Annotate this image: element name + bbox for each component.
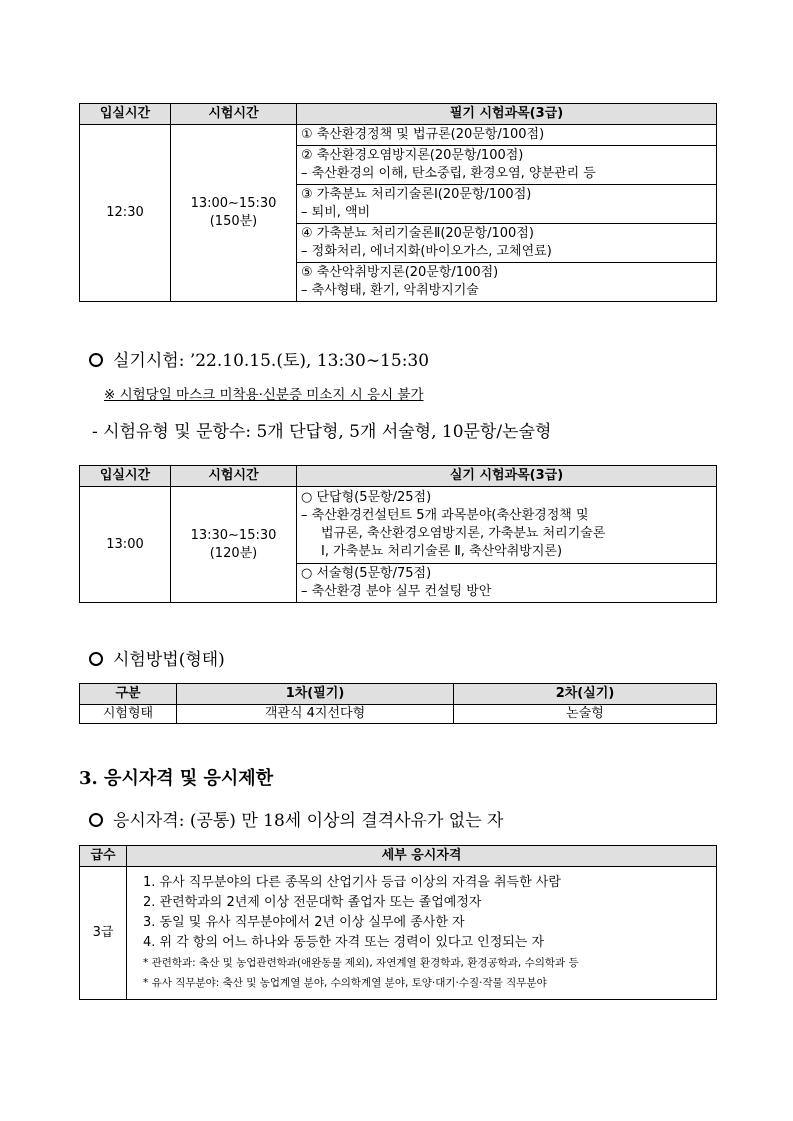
col-exam-time: 시험시간 <box>171 104 297 125</box>
subject-4: ④ 가축분뇨 처리기술론Ⅱ(20문항/100점) – 정화처리, 에너지화(바이오가스, 고체연료) <box>297 224 717 263</box>
qualification-item: 4. 위 각 항의 어느 하나와 동등한 자격 또는 경력이 있다고 인정되는 자 <box>143 935 545 950</box>
qualification-item: 1. 유사 직무분야의 다른 종목의 산업기사 등급 이상의 자격을 취득한 사람 <box>143 875 561 890</box>
method-first-value: 객관식 4지선다형 <box>177 705 454 724</box>
col-entry-time: 입실시간 <box>80 104 171 125</box>
circle-bullet-icon <box>89 353 103 367</box>
col-entry-time: 입실시간 <box>80 466 171 487</box>
col-grade: 급수 <box>80 846 127 867</box>
subject-3: ③ 가축분뇨 처리기술론Ⅰ(20문항/100점) – 퇴비, 액비 <box>297 185 717 224</box>
qualification-item: 2. 관련학과의 2년제 이상 전문대학 졸업자 또는 졸업예정자 <box>143 895 482 910</box>
method-table <box>79 683 717 724</box>
short-answer-block: ○ 단답형(5문항/25점) – 축산환경컨설턴트 5개 과목분야(축산환경정책 및 법규론, 축산환경오염방지론, 가축분뇨 처리기술론 Ⅰ, 가축분뇨 처리기술론 Ⅱ, 축산악취방지론) <box>297 487 717 564</box>
exam-time-cell: 13:00∼15:30 (150분) <box>171 125 297 302</box>
section-3-title: 3. 응시자격 및 응시제한 <box>79 768 274 789</box>
exam-time-cell: 13:30∼15:30 (120분) <box>171 487 297 603</box>
essay-block: ○ 서술형(5문항/75점) – 축산환경 분야 실무 컨설팅 방안 <box>297 564 717 603</box>
subject-5: ⑤ 축산악취방지론(20문항/100점) – 축사형태, 환기, 악취방지기술 <box>297 263 717 302</box>
qualification-detail <box>127 867 717 1000</box>
qualification-note: * 유사 직무분야: 축산 및 농업계열 분야, 수의학계열 분야, 토양·대기·수질·작물 직무분야 <box>143 977 547 989</box>
circle-bullet-icon <box>89 813 103 827</box>
practical-type: - 시험유형 및 문항수: 5개 단답형, 5개 서술형, 10문항/논술형 <box>92 422 552 442</box>
practical-exam-table <box>79 465 717 603</box>
subject-1: ① 축산환경정책 및 법규론(20문항/100점) <box>297 125 717 146</box>
qualification-item: 3. 동일 및 유사 직무분야에서 2년 이상 실무에 종사한 자 <box>143 915 465 930</box>
method-row-label: 시험형태 <box>80 705 177 724</box>
circle-bullet-icon <box>89 652 103 666</box>
col-subjects: 필기 시험과목(3급) <box>297 104 717 125</box>
grade-cell: 3급 <box>80 867 127 1000</box>
entry-time-cell: 13:00 <box>80 487 171 603</box>
written-exam-table <box>79 103 717 302</box>
col-exam-time: 시험시간 <box>171 466 297 487</box>
method-heading: 시험방법(형태) <box>89 645 225 670</box>
entry-time-cell: 12:30 <box>80 125 171 302</box>
col-detail: 세부 응시자격 <box>127 846 717 867</box>
qualification-heading: 응시자격: (공통) 만 18세 이상의 결격사유가 없는 자 <box>89 806 503 831</box>
qualification-table <box>79 845 717 1000</box>
col-subjects: 실기 시험과목(3급) <box>297 466 717 487</box>
col-second-practical: 2차(실기) <box>454 684 717 705</box>
practical-note: ※ 시험당일 마스크 미착용·신분증 미소지 시 응시 불가 <box>104 387 424 403</box>
col-category: 구분 <box>80 684 177 705</box>
qualification-note: * 관련학과: 축산 및 농업관련학과(애완동물 제외), 자연계열 환경학과, 환경공학과, 수의학과 등 <box>143 957 579 969</box>
col-first-written: 1차(필기) <box>177 684 454 705</box>
practical-heading: 실기시험: ’22.10.15.(토), 13:30∼15:30 <box>89 346 429 371</box>
method-second-value: 논술형 <box>454 705 717 724</box>
subject-2: ② 축산환경오염방지론(20문항/100점) – 축산환경의 이해, 탄소중립, 환경오염, 양분관리 등 <box>297 146 717 185</box>
